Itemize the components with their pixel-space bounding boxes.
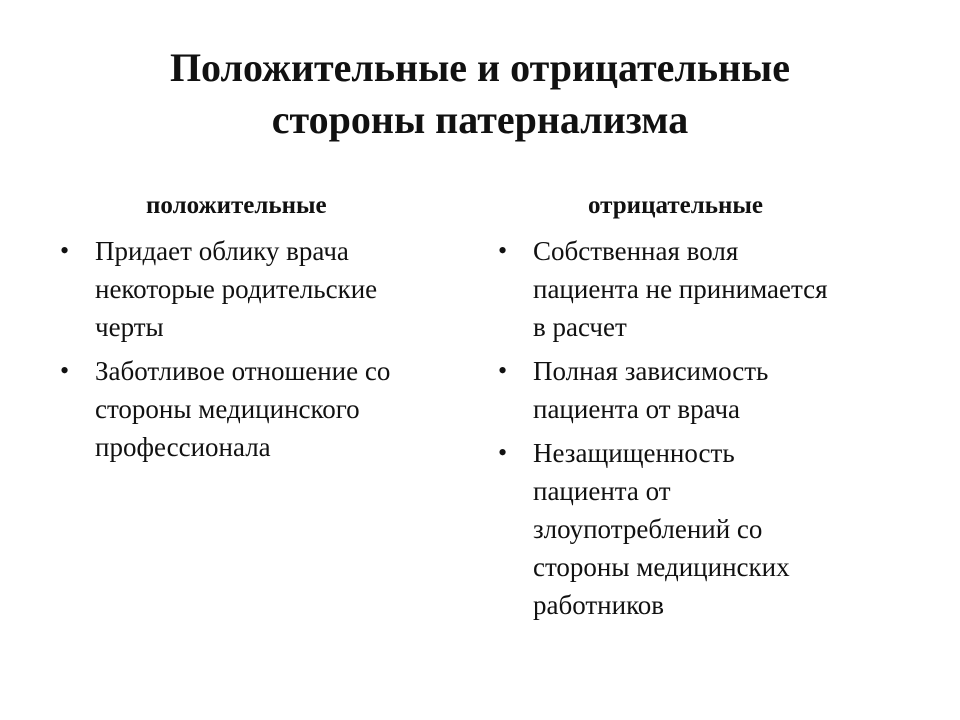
list-item-line: работников bbox=[533, 590, 665, 620]
slide-title bbox=[60, 42, 900, 146]
list-item bbox=[496, 232, 906, 346]
bullet-icon: • bbox=[60, 236, 70, 265]
list-item-line: пациента от bbox=[533, 476, 671, 506]
list-item bbox=[496, 352, 906, 428]
bullet-icon: • bbox=[498, 356, 508, 385]
list-item-line: злоупотреблений со bbox=[533, 514, 763, 544]
list-item bbox=[58, 232, 468, 346]
list-item-line: Заботливое отношение со bbox=[95, 356, 391, 386]
list-item-line: Полная зависимость bbox=[533, 356, 769, 386]
negative-column bbox=[496, 190, 906, 630]
slide-title-line: стороны патернализма bbox=[271, 97, 689, 142]
slide-title-line: Положительные и отрицательные bbox=[169, 45, 791, 90]
list-item-line: профессионала bbox=[95, 432, 271, 462]
list-item-line: стороны медицинских bbox=[533, 552, 790, 582]
list-item-line: стороны медицинского bbox=[95, 394, 360, 424]
negative-list bbox=[496, 232, 906, 624]
bullet-icon: • bbox=[498, 236, 508, 265]
list-item-line: пациента от врача bbox=[533, 394, 741, 424]
list-item bbox=[58, 352, 468, 466]
list-item-line: некоторые родительские bbox=[95, 274, 378, 304]
list-item-line: черты bbox=[95, 312, 164, 342]
negative-heading: отрицательные bbox=[588, 192, 763, 219]
positive-column bbox=[58, 190, 468, 472]
bullet-icon: • bbox=[60, 356, 70, 385]
list-item-line: в расчет bbox=[533, 312, 627, 342]
list-item bbox=[496, 434, 906, 624]
list-item-line: Собственная воля bbox=[533, 236, 739, 266]
list-item-line: пациента не принимается bbox=[533, 274, 828, 304]
positive-list bbox=[58, 232, 468, 466]
bullet-icon: • bbox=[498, 438, 508, 467]
list-item-line: Придает облику врача bbox=[95, 236, 349, 266]
positive-heading: положительные bbox=[146, 192, 327, 219]
list-item-line: Незащищенность bbox=[533, 438, 735, 468]
